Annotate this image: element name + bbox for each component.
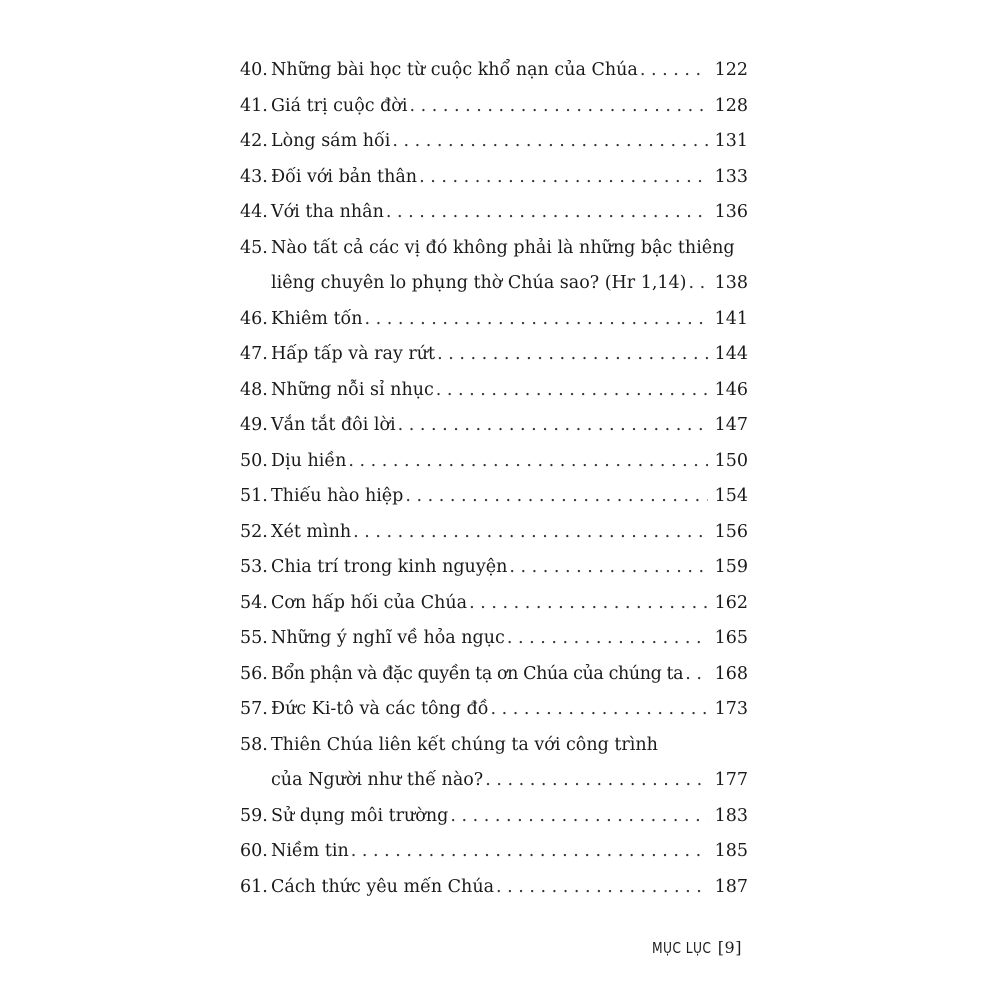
dot-leader bbox=[437, 337, 708, 373]
toc-entry-page: 165 bbox=[714, 628, 748, 648]
toc-entry-title-continued: của Người như thế nào? bbox=[271, 770, 484, 790]
toc-entry-page: 154 bbox=[714, 486, 748, 506]
toc-entry-page: 156 bbox=[714, 521, 748, 542]
toc-entry bbox=[240, 444, 748, 480]
dot-leader bbox=[689, 266, 708, 302]
toc-entry-number: 58. bbox=[240, 734, 268, 755]
toc-entry bbox=[240, 550, 748, 586]
toc-entry-number: 41. bbox=[240, 95, 268, 116]
toc-entry-page: 187 bbox=[714, 876, 748, 897]
toc-entry-page: 122 bbox=[714, 60, 748, 80]
toc-entry-page: 185 bbox=[714, 841, 748, 861]
dot-leader bbox=[419, 160, 708, 196]
toc-entry-title-continued: liêng chuyên lo phụng thờ Chúa sao? (Hr 1,14) bbox=[271, 273, 687, 293]
toc-entry-number: 57. bbox=[240, 699, 268, 719]
toc-entry bbox=[240, 408, 748, 444]
page-footer bbox=[652, 938, 742, 957]
toc-entry-number: 44. bbox=[240, 202, 268, 222]
toc-entry-page: 138 bbox=[714, 273, 748, 293]
dot-leader bbox=[469, 586, 708, 622]
toc-entry bbox=[240, 195, 748, 231]
toc-entry-title: Xét mình bbox=[271, 521, 352, 542]
toc-entry-number: 45. bbox=[240, 237, 268, 258]
toc-entry bbox=[240, 302, 748, 338]
toc-entry-title: Cơn hấp hối của Chúa bbox=[271, 592, 468, 613]
toc-entry-title: Chia trí trong kinh nguyện bbox=[271, 557, 508, 577]
toc-entry bbox=[240, 124, 748, 160]
toc-entry-page: 168 bbox=[714, 663, 748, 684]
toc-entry-title: Với tha nhân bbox=[271, 202, 384, 222]
toc-entry-number: 48. bbox=[240, 379, 268, 400]
toc-entry bbox=[240, 621, 748, 657]
dot-leader bbox=[485, 763, 708, 799]
toc-entry-number: 59. bbox=[240, 805, 268, 826]
toc-entry-page: 183 bbox=[714, 805, 748, 826]
dot-leader bbox=[640, 53, 708, 89]
toc-entry-number: 43. bbox=[240, 166, 268, 187]
toc-entry bbox=[240, 231, 748, 267]
toc-entry bbox=[240, 586, 748, 622]
toc-entry-number: 55. bbox=[240, 628, 268, 648]
table-of-contents bbox=[240, 53, 748, 905]
dot-leader bbox=[386, 195, 708, 231]
toc-entry bbox=[240, 799, 748, 835]
toc-entry-title: Những ý nghĩ về hỏa ngục bbox=[271, 628, 505, 648]
toc-entry-title: Hấp tấp và ray rứt bbox=[271, 344, 436, 364]
dot-leader bbox=[509, 550, 708, 586]
toc-entry-page: 173 bbox=[714, 699, 748, 719]
toc-entry-page: 141 bbox=[714, 308, 748, 329]
toc-entry-number: 40. bbox=[240, 60, 268, 80]
toc-entry-continuation bbox=[240, 763, 748, 799]
dot-leader bbox=[490, 692, 708, 728]
toc-entry-number: 46. bbox=[240, 308, 268, 329]
toc-entry bbox=[240, 515, 748, 551]
toc-entry bbox=[240, 692, 748, 728]
toc-entry-title: Đức Ki-tô và các tông đồ bbox=[271, 699, 489, 719]
toc-entry-number: 47. bbox=[240, 344, 268, 364]
toc-entry-page: 144 bbox=[714, 344, 748, 364]
toc-entry bbox=[240, 160, 748, 196]
toc-entry-title: Giá trị cuộc đời bbox=[271, 95, 408, 116]
toc-entry-title: Lòng sám hối bbox=[271, 131, 391, 151]
toc-entry-title: Bổn phận và đặc quyền tạ ơn Chúa của chúng ta bbox=[271, 663, 684, 684]
dot-leader bbox=[409, 89, 708, 125]
toc-entry-page: 128 bbox=[714, 95, 748, 116]
toc-entry-title: Niềm tin bbox=[271, 841, 349, 861]
toc-entry-number: 61. bbox=[240, 876, 268, 897]
toc-entry-page: 136 bbox=[714, 202, 748, 222]
dot-leader bbox=[685, 657, 708, 693]
toc-entry-number: 60. bbox=[240, 841, 268, 861]
toc-entry bbox=[240, 728, 748, 764]
toc-entry-title: Vắn tắt đôi lời bbox=[271, 415, 396, 435]
dot-leader bbox=[507, 621, 708, 657]
dot-leader bbox=[348, 444, 708, 480]
toc-entry-page: 177 bbox=[714, 770, 748, 790]
toc-entry-continuation bbox=[240, 266, 748, 302]
toc-entry-page: 131 bbox=[714, 131, 748, 151]
toc-entry bbox=[240, 870, 748, 906]
dot-leader bbox=[398, 408, 708, 444]
toc-entry-page: 150 bbox=[714, 450, 748, 471]
toc-entry-title: Sử dụng môi trường bbox=[271, 805, 449, 826]
toc-entry bbox=[240, 89, 748, 125]
toc-entry-number: 49. bbox=[240, 415, 268, 435]
toc-entry-number: 51. bbox=[240, 486, 268, 506]
toc-entry bbox=[240, 834, 748, 870]
toc-entry-number: 54. bbox=[240, 592, 268, 613]
toc-entry-page: 162 bbox=[714, 592, 748, 613]
dot-leader bbox=[496, 870, 708, 906]
toc-entry-title: Thiếu hào hiệp bbox=[271, 486, 404, 506]
toc-entry-title: Thiên Chúa liên kết chúng ta với công trình bbox=[271, 734, 658, 755]
dot-leader bbox=[392, 124, 708, 160]
toc-entry-title: Khiêm tốn bbox=[271, 308, 363, 329]
toc-entry-title: Những nỗi sỉ nhục bbox=[271, 379, 434, 400]
toc-entry-page: 146 bbox=[714, 379, 748, 400]
dot-leader bbox=[405, 479, 708, 515]
toc-entry bbox=[240, 53, 748, 89]
page-number: [9] bbox=[717, 938, 742, 957]
toc-entry-number: 42. bbox=[240, 131, 268, 151]
toc-entry bbox=[240, 657, 748, 693]
toc-entry-number: 56. bbox=[240, 663, 268, 684]
toc-entry-number: 52. bbox=[240, 521, 268, 542]
dot-leader bbox=[353, 515, 708, 551]
toc-entry bbox=[240, 337, 748, 373]
toc-entry-title: Đối với bản thân bbox=[271, 166, 418, 187]
dot-leader bbox=[364, 302, 708, 338]
dot-leader bbox=[450, 799, 708, 835]
toc-entry-page: 147 bbox=[714, 415, 748, 435]
dot-leader bbox=[436, 373, 708, 409]
toc-entry-number: 50. bbox=[240, 450, 268, 471]
toc-entry bbox=[240, 373, 748, 409]
toc-entry-title: Những bài học từ cuộc khổ nạn của Chúa bbox=[271, 60, 638, 80]
toc-entry-title: Dịu hiền bbox=[271, 450, 347, 471]
toc-entry-page: 159 bbox=[714, 557, 748, 577]
toc-entry-number: 53. bbox=[240, 557, 268, 577]
dot-leader bbox=[351, 834, 708, 870]
toc-entry-title: Nào tất cả các vị đó không phải là những bậc thiêng bbox=[271, 237, 735, 258]
toc-entry-page: 133 bbox=[714, 166, 748, 187]
running-footer-label: MỤC LỤC bbox=[652, 939, 712, 957]
toc-entry-title: Cách thức yêu mến Chúa bbox=[271, 876, 495, 897]
toc-entry bbox=[240, 479, 748, 515]
